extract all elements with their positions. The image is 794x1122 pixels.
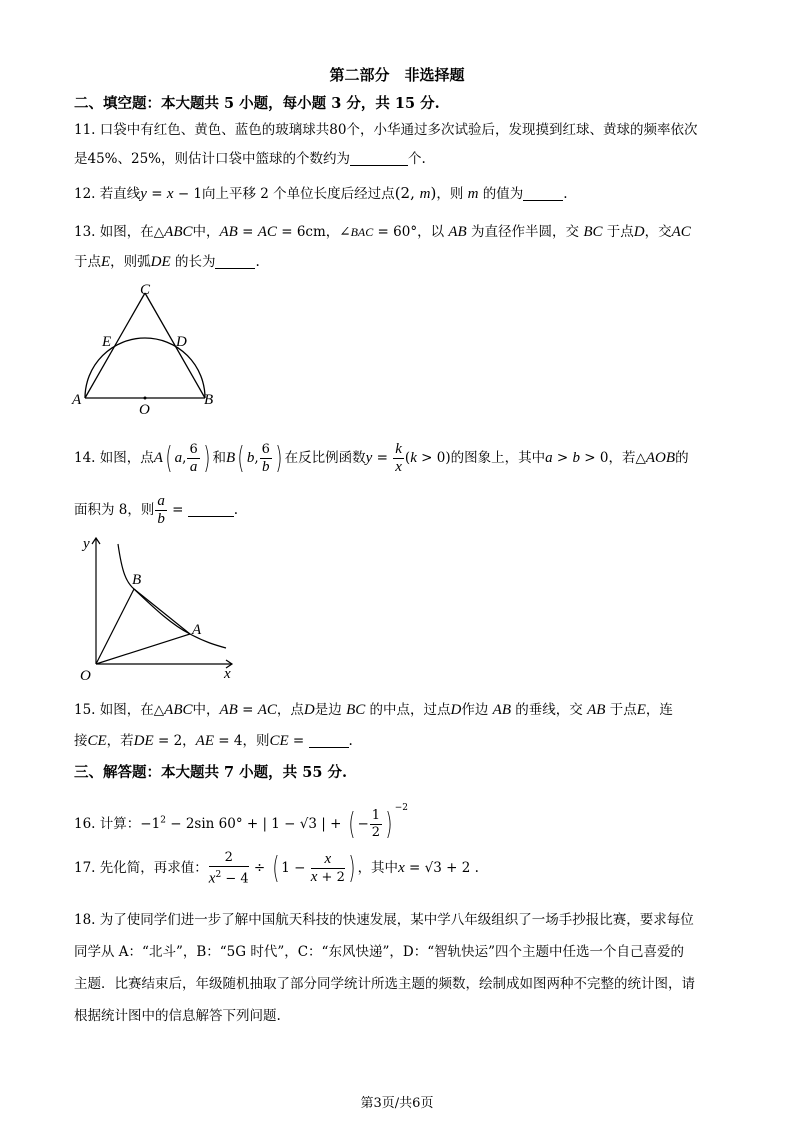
question-number: 11. (74, 122, 96, 138)
question-text: 若直线 (99, 186, 141, 202)
answer-blank[interactable] (523, 186, 563, 201)
question-12: 12. 若直线y = x − 1向上平移 2 个单位长度后经过点(2, m)，则 m 的值为 . (74, 184, 568, 202)
label-e: E (102, 334, 112, 350)
answer-blank[interactable] (215, 254, 255, 269)
question-18-line-1: 18. 为了使同学们进一步了解中国航天科技的快速发展，某中学八年级组织了一场手抄报比赛，要求每位 (74, 912, 694, 928)
question-number: 13. (74, 224, 96, 240)
question-text: 口袋中有红色、黄色、蓝色的玻璃球共80个，小华通过多次试验后，发现摸到红球、黄球的频率依次 (99, 122, 698, 138)
label-b: B (132, 572, 142, 588)
question-13-line-2: 于点E，则弧DE 的长为 . (74, 254, 260, 270)
inverse-proportion-graph (70, 532, 250, 687)
page-footer: 第3页/共6页 (360, 1096, 434, 1111)
question-number: 16. (74, 816, 96, 832)
question-number: 18. (74, 912, 96, 928)
answer-blank[interactable] (309, 733, 349, 748)
question-14-line-2: 面积为 8，则 $\frac{a}{b}$ = . (74, 493, 239, 527)
question-11-line-2 (74, 149, 426, 169)
question-13-line-1: 13. 如图，在△ABC中，AB = AC = 6cm，∠BAC = 60°，以 AB 为直径作半圆，交 BC 于点D，交AC (74, 224, 691, 240)
page-title: 第二部分 非选择题 (329, 66, 465, 84)
question-text: 个. (408, 151, 426, 167)
answer-blank[interactable] (188, 502, 234, 517)
question-18-line-3: 主题．比赛结束后，年级随机抽取了部分同学统计所选主题的频数，绘制成如图两种不完整的统计图，请 (74, 976, 695, 992)
question-number: 15. (74, 702, 96, 718)
section-2-header: 二、填空题：本大题共 5 小题，每小题 3 分，共 15 分. (74, 95, 440, 112)
question-16: 16. 计算：$-1^2 - 2\sin$ 60° + | 1 − √3 | + ( − $\frac{1}{2}$ ) $^{-2}$ (74, 803, 409, 842)
answer-blank[interactable] (350, 151, 408, 166)
section-3-header: 三、解答题：本大题共 7 小题，共 55 分. (74, 764, 348, 781)
question-number: 14. (74, 450, 96, 466)
question-15-line-2: 接CE，若DE = 2，AE = 4，则CE = . (74, 733, 353, 749)
label-o: O (80, 668, 91, 684)
label-d: D (176, 334, 187, 350)
question-number: 12. (74, 186, 96, 202)
question-18-line-4: 根据统计图中的信息解答下列问题. (74, 1008, 281, 1024)
label-a: A (72, 392, 82, 408)
question-14-line-1: 14. 如图，点A( a, $\frac{6}{a}$ ) 和B( b, $\frac{6}{b}$ ) 在反比例函数y = $\frac{k}{x}$ (k > 0)的图象上，其中a > b > 0，若△AOB的 (74, 440, 689, 476)
question-text: 是45%、25%，则估计口袋中篮球的个数约为 (74, 151, 351, 167)
label-a: A (192, 622, 202, 638)
math-expr: y (140, 186, 147, 202)
math-expr: (2, m) (394, 184, 437, 202)
label-x-axis: x (224, 666, 231, 682)
question-text: ，则 (436, 186, 464, 202)
question-11-line-1 (74, 120, 697, 140)
question-number: 17. (74, 860, 96, 876)
question-text: 向上平移 2 个单位长度后经过点 (202, 186, 395, 202)
label-y-axis: y (83, 536, 90, 552)
label-b: B (204, 392, 214, 408)
question-18-line-2: 同学从 A：“北斗”，B：“5G 时代”，C：“东风快递”，D：“智轨快运”四个主题中任选一个自己喜爱的 (74, 944, 684, 960)
label-o: O (139, 402, 150, 418)
question-15-line-1: 15. 如图，在△ABC中，AB = AC，点D是边 BC 的中点，过点D作边 AB 的垂线，交 AB 于点E，连 (74, 702, 673, 718)
question-17: 17. 先化简，再求值： $\frac{2}{x^2 - 4}$ ÷ ( 1 − $\frac{x}{x + 2}$ ) ，其中x = √3 + 2 . (74, 849, 479, 887)
triangle-semicircle-figure (66, 278, 226, 418)
question-text: 的值为 (482, 186, 524, 202)
label-c: C (140, 282, 151, 298)
